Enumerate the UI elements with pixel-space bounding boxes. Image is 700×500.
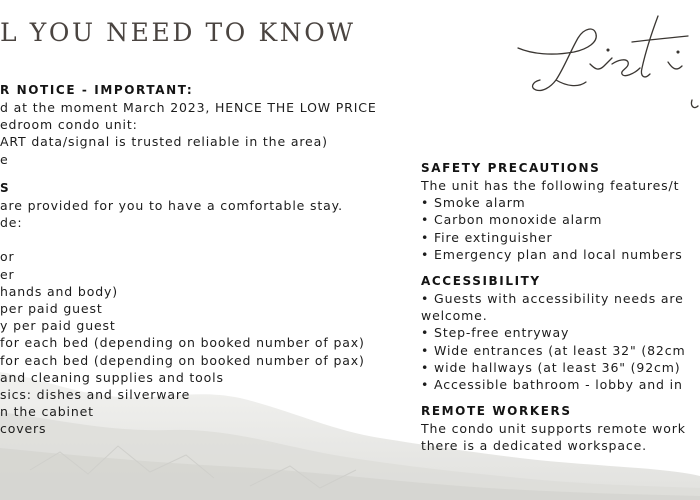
amenity-line: de: xyxy=(0,215,23,231)
accessibility-line: • wide hallways (at least 36" (92cm) xyxy=(421,359,681,375)
right-column xyxy=(421,160,686,455)
amenity-line: or xyxy=(0,249,15,265)
accessibility-line: welcome. xyxy=(421,308,488,324)
safety-line: • Fire extinguisher xyxy=(421,229,553,245)
guest-notice-heading: R NOTICE - IMPORTANT: xyxy=(0,83,194,97)
amenity-line: per paid guest xyxy=(0,301,103,317)
safety-line: • Emergency plan and local numbers xyxy=(421,246,683,262)
left-column xyxy=(0,82,377,438)
amenity-line: sics: dishes and silverware xyxy=(0,387,191,403)
amenity-line: n the cabinet xyxy=(0,404,94,420)
remote-line: The condo unit supports remote work xyxy=(421,421,686,437)
amenity-line xyxy=(0,231,377,248)
amenity-line: and cleaning supplies and tools xyxy=(0,369,224,385)
notice-line: edroom condo unit: xyxy=(0,117,138,133)
amenity-line: for each bed (depending on booked number of pax) xyxy=(0,335,365,351)
amenity-line: er xyxy=(0,266,15,282)
safety-line: • Carbon monoxide alarm xyxy=(421,212,603,228)
amenity-line: hands and body) xyxy=(0,283,118,299)
notice-line: e xyxy=(0,151,9,167)
accessibility-line: • Step-free entryway xyxy=(421,325,570,341)
script-heading-listing xyxy=(512,2,700,120)
amenities-heading: S xyxy=(0,180,11,195)
accessibility-line: • Guests with accessibility needs are xyxy=(421,291,684,307)
remote-workers-heading: REMOTE WORKERS xyxy=(421,404,572,419)
safety-line: The unit has the following features/t xyxy=(421,178,680,193)
safety-line: • Smoke alarm xyxy=(421,195,526,211)
amenity-line: for each bed (depending on booked number of pax) xyxy=(0,352,365,368)
amenity-line: y per paid guest xyxy=(0,318,116,334)
accessibility-heading: ACCESSIBILITY xyxy=(421,274,541,289)
notice-line: d at the moment March 2023, HENCE THE LOW PRICE xyxy=(0,100,377,115)
remote-line: there is a dedicated workspace. xyxy=(421,438,647,454)
accessibility-line: • Wide entrances (at least 32" (82cm xyxy=(421,342,686,358)
safety-heading: SAFETY PRECAUTIONS xyxy=(421,161,601,175)
accessibility-line: • Accessible bathroom - lobby and in xyxy=(421,377,683,393)
amenity-line: are provided for you to have a comfortable stay. xyxy=(0,197,343,213)
amenity-line: covers xyxy=(0,421,47,437)
notice-line: ART data/signal is trusted reliable in the area) xyxy=(0,134,328,150)
page-title: L YOU NEED TO KNOW xyxy=(0,18,356,47)
